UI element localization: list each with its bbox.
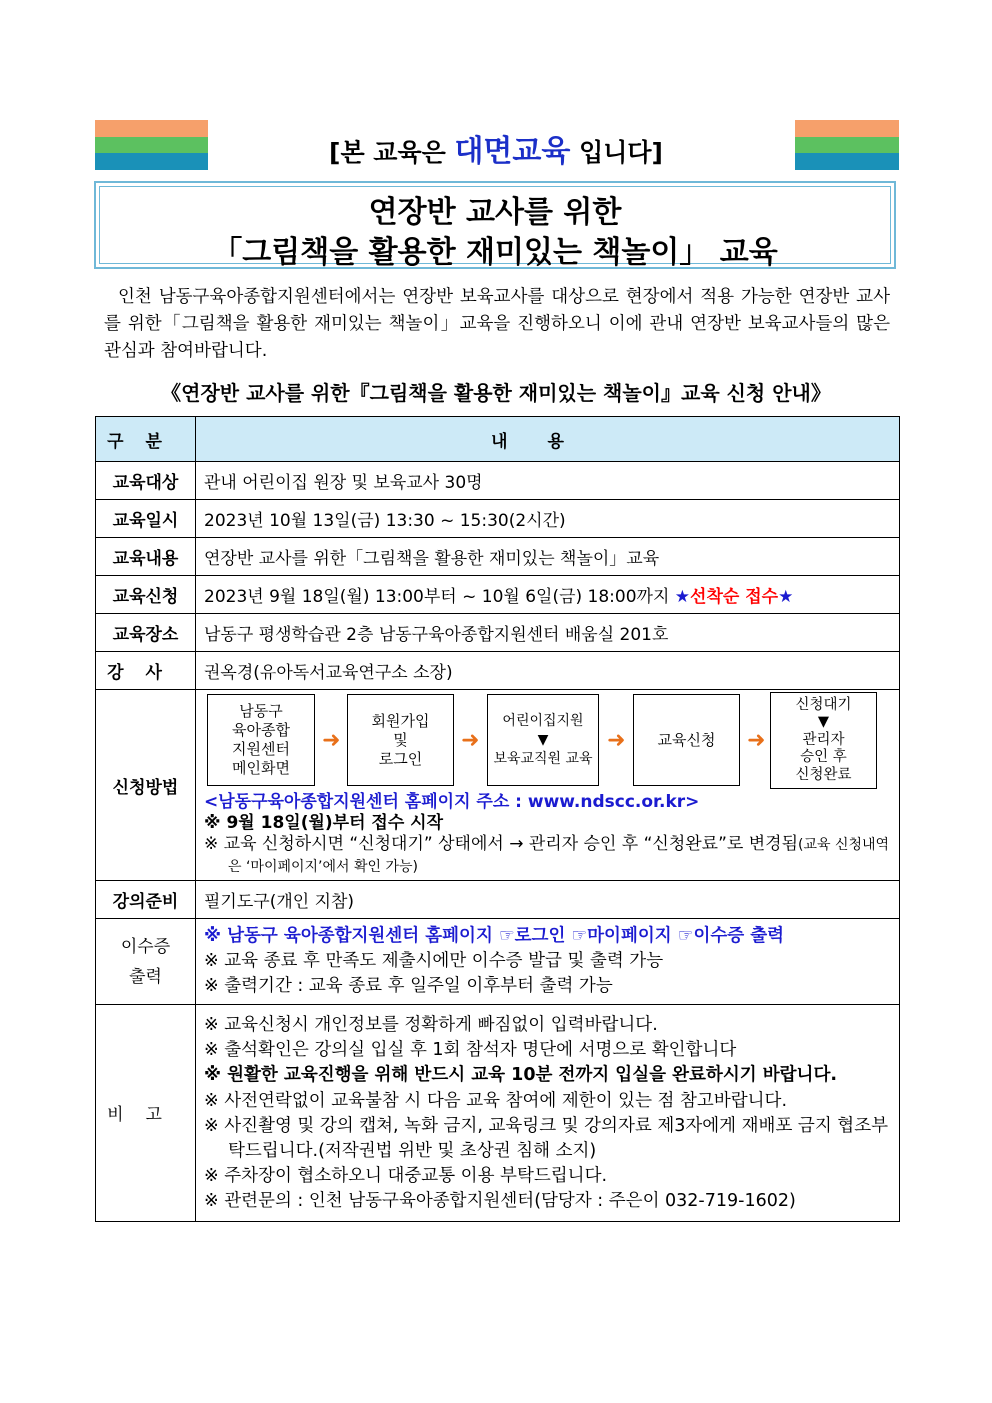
cert-line: ※ 출력기간 : 교육 종료 후 일주일 이후부터 출력 가능: [204, 976, 613, 996]
row-label: 교육장소: [96, 614, 196, 652]
row-value: 관내 어린이집 원장 및 보육교사 30명: [196, 462, 900, 500]
row-label: 이수증 출력: [96, 919, 196, 1005]
row-label: 교육신청: [96, 576, 196, 614]
remarks-list: [204, 1013, 893, 1215]
table-row: [96, 1005, 900, 1222]
row-value: 필기도구(개인 지참): [196, 881, 900, 919]
method-note: ※ 9월 18일(월)부터 접수 시작: [204, 813, 444, 833]
intro-paragraph: 인천 남동구육아종합지원센터에서는 연장반 보육교사를 대상으로 현장에서 적용 가능한 연장반 교사를 위한「그림책을 활용한 재미있는 책놀이」교육을 진행하오니 이에 관내 연장반 보육교사들의 많은 관심과 참여바랍니다.: [104, 287, 890, 361]
header-label: 구분: [96, 417, 196, 462]
remark-item: ※ 원활한 교육진행을 위해 반드시 교육 10분 전까지 입실을 완료하시기 바랍니다.: [204, 1065, 837, 1086]
table-row: [96, 652, 900, 690]
remark-item: ※ 주차장이 협소하오니 대중교통 이용 부탁드립니다.: [204, 1166, 608, 1187]
first-come-badge: 선착순 접수: [690, 587, 779, 607]
table-row: [96, 576, 900, 614]
table-row: [96, 919, 900, 1005]
arrow-right-icon: ➜: [322, 728, 341, 753]
table-row: [96, 462, 900, 500]
row-label: 교육일시: [96, 500, 196, 538]
cert-line: ※ 남동구 육아종합지원센터 홈페이지 ☞로그인 ☞마이페이지 ☞이수증 출력: [204, 926, 785, 946]
star-icon: ★: [778, 587, 794, 607]
page-title-line1: 연장반 교사를 위한: [368, 195, 622, 230]
flow-step: 남동구 육아종합 지원센터 메인화면: [207, 694, 315, 786]
row-label: 비고: [96, 1005, 196, 1222]
flow-step: 어린이집지원 ▼ 보육교직원 교육: [487, 694, 599, 786]
title-box: [94, 181, 896, 269]
remark-item: ※ 사전연락없이 교육불참 시 다음 교육 참여에 제한이 있는 점 참고바랍니다.: [204, 1090, 788, 1111]
cert-line: ※ 교육 종료 후 만족도 제출시에만 이수증 발급 및 출력 가능: [204, 951, 664, 971]
row-label: 강사: [96, 652, 196, 690]
table-row: [96, 881, 900, 919]
row-value: 남동구 평생학습관 2층 남동구육아종합지원센터 배움실 201호: [196, 614, 900, 652]
row-value: 2023년 10월 13일(금) 13:30 ~ 15:30(2시간): [196, 500, 900, 538]
method-note: ※ 교육 신청하시면 “신청대기” 상태에서 → 관리자 승인 후 “신청완료”로 변경됨(교육 신청내역은 ‘마이페이지’에서 확인 가능): [204, 834, 890, 875]
table-row: [96, 690, 900, 881]
notice-highlight: 대면교육: [454, 134, 571, 169]
arrow-right-icon: ➜: [607, 728, 626, 753]
table-row: [96, 500, 900, 538]
row-label: 교육대상: [96, 462, 196, 500]
homepage-address: <남동구육아종합지원센터 홈페이지 주소 : www.ndscc.or.kr>: [204, 792, 700, 812]
info-table: [95, 416, 900, 1222]
star-icon: ★: [674, 587, 691, 607]
flow-step: 회원가입 및 로그인: [347, 694, 454, 786]
arrow-right-icon: ➜: [747, 728, 766, 753]
notice-heading: [본 교육은 대면교육 입니다]: [329, 134, 663, 169]
arrow-right-icon: ➜: [461, 728, 480, 753]
row-value: [196, 919, 900, 1005]
row-label: 교육내용: [96, 538, 196, 576]
flow-step: 신청대기 ▼ 관리자 승인 후 신청완료: [770, 692, 877, 789]
row-value: 권옥경(유아독서교육연구소 소장): [196, 652, 900, 690]
row-value: 연장반 교사를 위한「그림책을 활용한 재미있는 책놀이」교육: [196, 538, 900, 576]
remark-item: ※ 교육신청시 개인정보를 정확하게 빠짐없이 입력바랍니다.: [204, 1015, 658, 1035]
remark-item: ※ 사진촬영 및 강의 캡쳐, 녹화 금지, 교육링크 및 강의자료 제3자에게 재배포 금지 협조부탁드립니다.(저작권법 위반 및 초상권 침해 소지): [204, 1115, 889, 1162]
table-row: [96, 538, 900, 576]
section-title: 《연장반 교사를 위한『그림책을 활용한 재미있는 책놀이』교육 신청 안내》: [161, 381, 831, 405]
application-flow: [204, 692, 893, 792]
remark-item: ※ 관련문의 : 인천 남동구육아종합지원센터(담당자 : 주은이 032-719-1602): [204, 1191, 796, 1212]
remark-item: ※ 출석확인은 강의실 입실 후 1회 참석자 명단에 서명으로 확인합니다: [204, 1040, 737, 1061]
table-row: [96, 614, 900, 652]
row-label: 강의준비: [96, 881, 196, 919]
row-value: [196, 690, 900, 881]
page-title-line2: 「그림책을 활용한 재미있는 책놀이」 교육: [212, 235, 778, 270]
header-content: 내용: [196, 417, 900, 462]
flow-step: 교육신청: [633, 694, 740, 786]
table-header-row: [96, 417, 900, 462]
row-label: 신청방법: [96, 690, 196, 881]
row-value: 2023년 9월 18일(월) 13:00부터 ~ 10월 6일(금) 18:00까지 ★선착순 접수★: [196, 576, 900, 614]
row-value: [196, 1005, 900, 1222]
